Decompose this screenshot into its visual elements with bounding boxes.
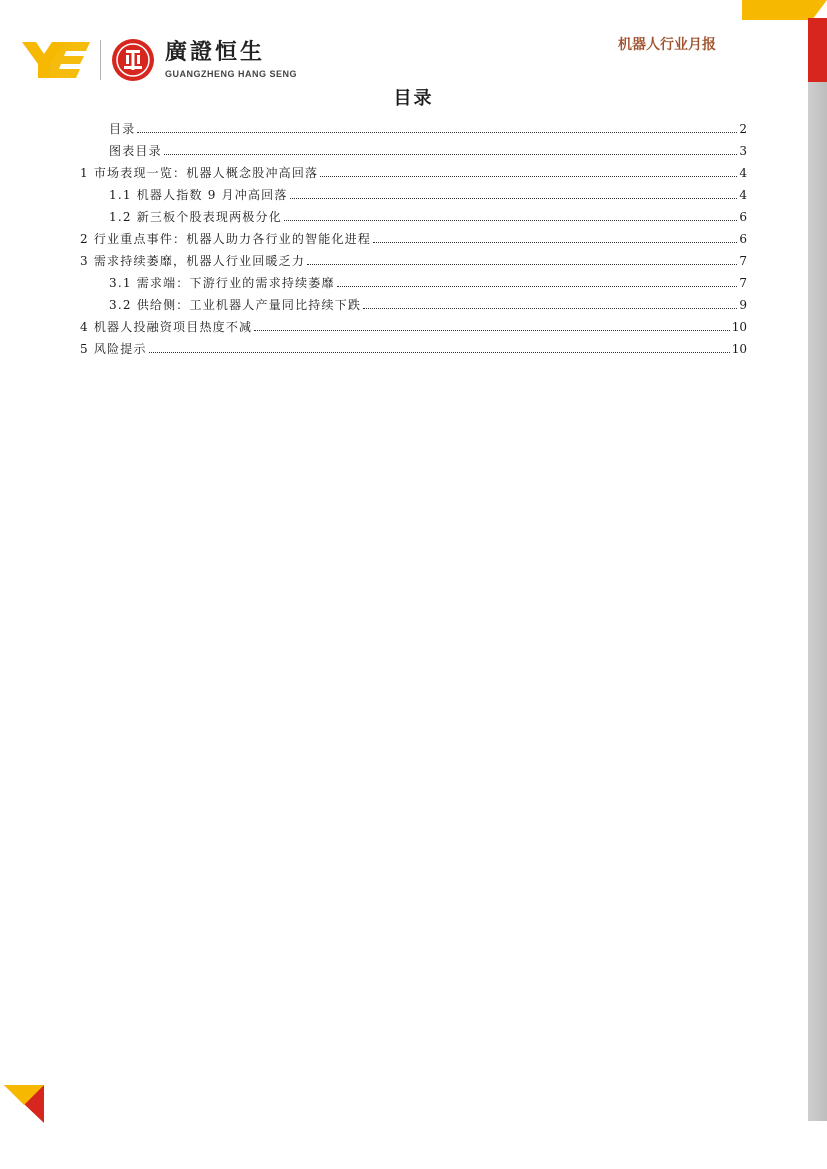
ye-logo-icon [22,38,90,82]
toc-entry-label: 图表目录 [109,144,162,158]
toc-leader-dots [137,131,737,133]
toc-leader-dots [290,197,737,199]
toc-entry-page: 10 [731,320,747,334]
toc-entry-label: 5 风险提示 [80,342,147,356]
brand-block [165,41,297,79]
toc-entry[interactable] [109,143,747,159]
toc-entry-label: 1.1 机器人指数 9 月冲高回落 [109,188,288,202]
report-title: 机器人行业月报 [618,37,716,53]
top-yellow-corner [812,0,827,20]
corner-triangle-icon [4,1085,44,1123]
toc-entry[interactable] [109,275,747,291]
toc-entry-label: 1 市场表现一览：机器人概念股冲高回落 [80,166,319,180]
toc-entry-page: 4 [739,166,747,180]
toc-leader-dots [373,241,737,243]
toc-entry[interactable] [80,253,747,269]
toc-entry[interactable] [80,231,747,247]
toc-entry-label: 2 行业重点事件：机器人助力各行业的智能化进程 [80,232,372,246]
right-gray-strip [808,18,827,1121]
toc-entry-page: 7 [739,276,747,290]
toc-entry[interactable] [80,165,747,181]
toc-leader-dots [254,329,729,331]
page-heading: 目录 [393,88,434,109]
toc-leader-dots [307,263,737,265]
toc-entry-page: 4 [739,188,747,202]
toc-entry[interactable] [80,341,747,357]
top-yellow-bar [742,0,812,20]
toc-entry[interactable] [109,187,747,203]
toc-entry-page: 10 [731,342,747,356]
toc-entry[interactable] [109,121,747,137]
toc-entry-page: 6 [739,232,747,246]
toc-entry-page: 7 [739,254,747,268]
toc-leader-dots [337,285,737,287]
toc-entry-page: 3 [739,144,747,158]
toc-leader-dots [164,153,737,155]
toc-leader-dots [320,175,737,177]
toc-entry-label: 目录 [109,122,136,136]
toc-entry-label: 1.2 新三板个股表现两极分化 [109,210,282,224]
logo-divider [100,40,101,80]
toc-leader-dots [284,219,737,221]
toc-entry-page: 9 [739,298,747,312]
toc-entry-page: 2 [739,122,747,136]
brand-name-en: GUANGZHENG HANG SENG [165,69,298,79]
toc-entry-label: 3 需求持续萎靡，机器人行业回暖乏力 [80,254,306,268]
toc-leader-dots [149,351,730,353]
guangzheng-seal-icon [111,38,155,82]
toc-entry-label: 3.2 供给侧：工业机器人产量同比持续下跌 [109,298,362,312]
toc-entry-label: 3.1 需求端：下游行业的需求持续萎靡 [109,276,335,290]
toc-leader-dots [363,307,737,309]
toc-entry-label: 4 机器人投融资项目热度不减 [80,320,253,334]
brand-name-cn: 廣證恒生 [165,40,266,65]
toc-entry-page: 6 [739,210,747,224]
right-red-strip [808,18,827,82]
toc-entry[interactable] [109,209,747,225]
toc-entry[interactable] [80,319,747,335]
header-logo [22,36,297,84]
toc-entry[interactable] [109,297,747,313]
